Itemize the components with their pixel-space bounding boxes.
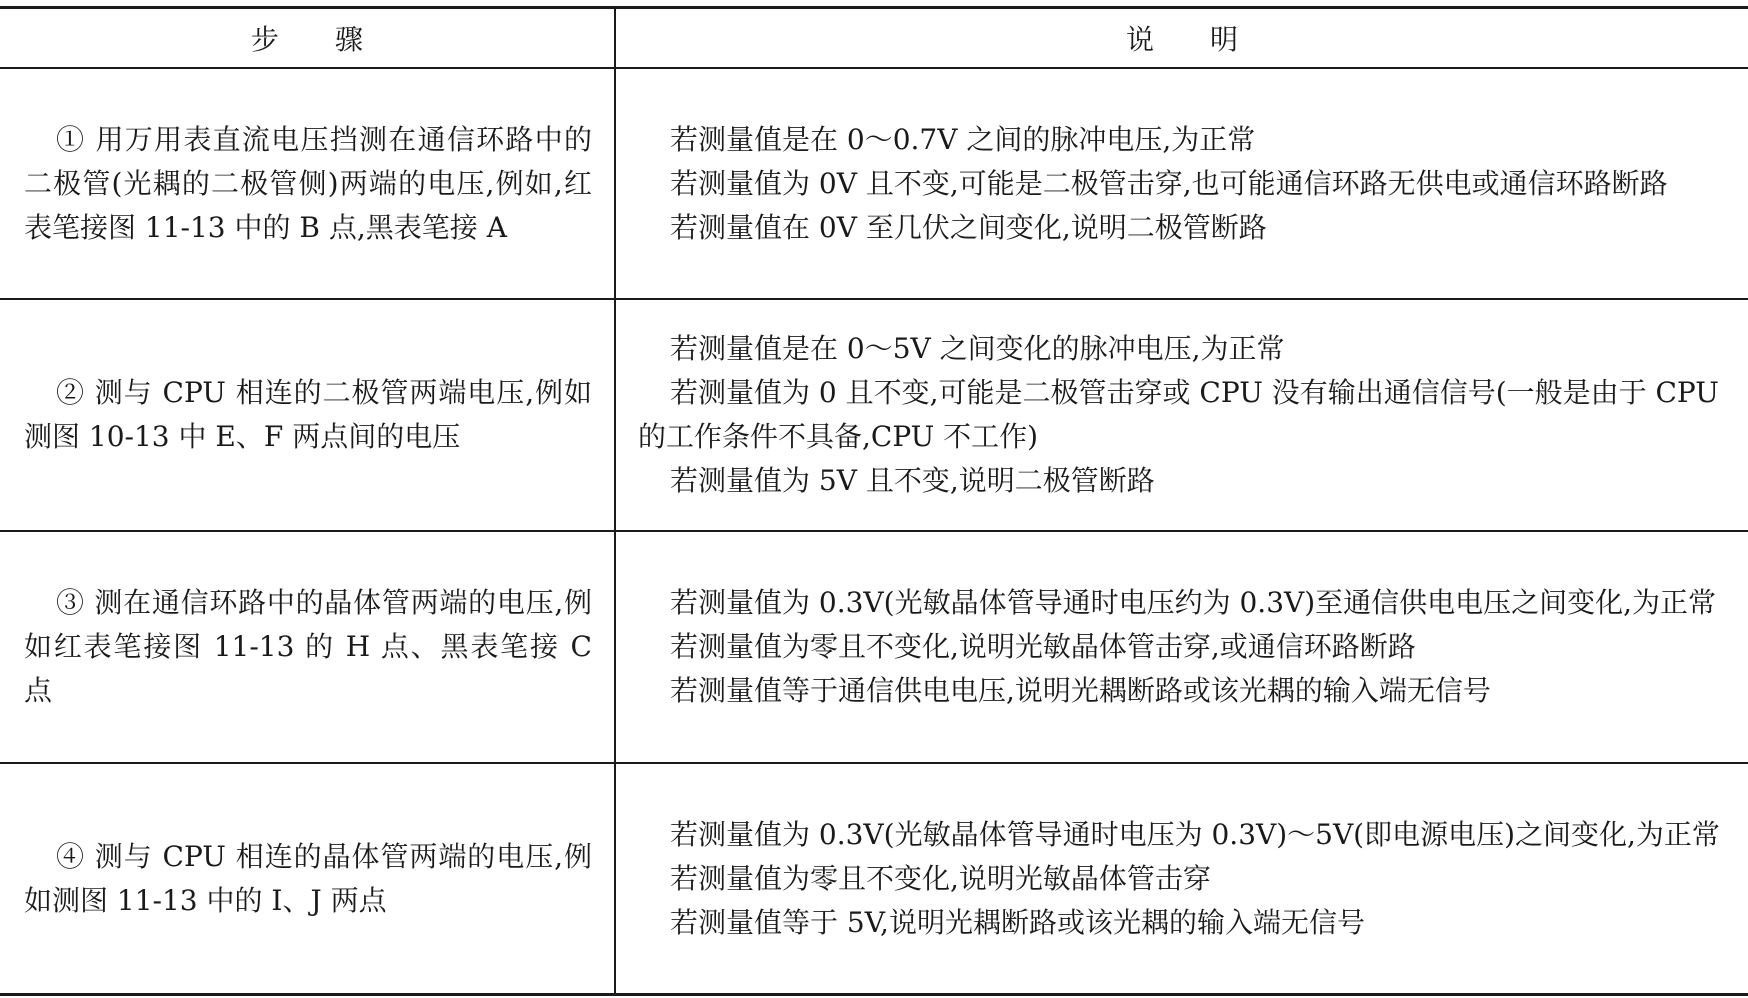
step-text: ② 测与 CPU 相连的二极管两端电压,例如测图 10-13 中 E、F 两点间的电压 xyxy=(24,376,592,453)
description-line: 若测量值等于 5V,说明光耦断路或该光耦的输入端无信号 xyxy=(670,905,1365,939)
column-divider xyxy=(614,8,616,996)
description-line: 若测量值等于通信供电电压,说明光耦断路或该光耦的输入端无信号 xyxy=(670,674,1491,707)
description-line: 若测量值为 0V 且不变,可能是二极管击穿,也可能通信环路无供电或通信环路断路 xyxy=(670,166,1668,200)
description-line: 若测量值为 0.3V(光敏晶体管导通时电压约为 0.3V)至通信供电电压之间变化,为正常 xyxy=(670,586,1717,619)
description-line: 若测量值在 0V 至几伏之间变化,说明二极管断路 xyxy=(670,210,1267,244)
description-line: 若测量值是在 0～0.7V 之间的脉冲电压,为正常 xyxy=(670,122,1256,156)
table-row-1-description xyxy=(638,69,1728,298)
table-row-2-step xyxy=(24,300,592,530)
step-text: ① 用万用表直流电压挡测在通信环路中的二极管(光耦的二极管侧)两端的电压,例如,红表笔接图 11-13 中的 B 点,黑表笔接 A xyxy=(24,122,592,244)
step-text: ④ 测与 CPU 相连的晶体管两端的电压,例如测图 11-13 中的 I、J 两点 xyxy=(24,839,592,917)
description-line: 若测量值为 5V 且不变,说明二极管断路 xyxy=(670,464,1155,497)
description-line: 若测量值为零且不变化,说明光敏晶体管击穿,或通信环路断路 xyxy=(670,630,1416,663)
description-line: 若测量值是在 0～5V 之间变化的脉冲电压,为正常 xyxy=(670,332,1285,365)
description-line: 若测量值为 0 且不变,可能是二极管击穿或 CPU 没有输出通信信号(一般是由于 CPU 的工作条件不具备,CPU 不工作) xyxy=(638,376,1719,453)
table-row-3-description xyxy=(638,532,1728,762)
table-row-2-description xyxy=(638,300,1728,530)
table-row-1-step xyxy=(24,69,592,298)
header-description: 说 明 xyxy=(1125,23,1238,56)
header-step: 步 骤 xyxy=(250,23,363,56)
table-bottom-rule xyxy=(0,993,1748,996)
table-row-4-description xyxy=(638,764,1728,993)
description-line: 若测量值为零且不变化,说明光敏晶体管击穿 xyxy=(670,861,1211,895)
description-line: 若测量值为 0.3V(光敏晶体管导通时电压为 0.3V)～5V(即电源电压)之间变化,为正常 xyxy=(670,817,1720,851)
table-row-3-step xyxy=(24,532,592,762)
table-row-4-step xyxy=(24,764,592,993)
step-text: ③ 测在通信环路中的晶体管两端的电压,例如红表笔接图 11-13 的 H 点、黑表笔接 C 点 xyxy=(24,586,592,707)
